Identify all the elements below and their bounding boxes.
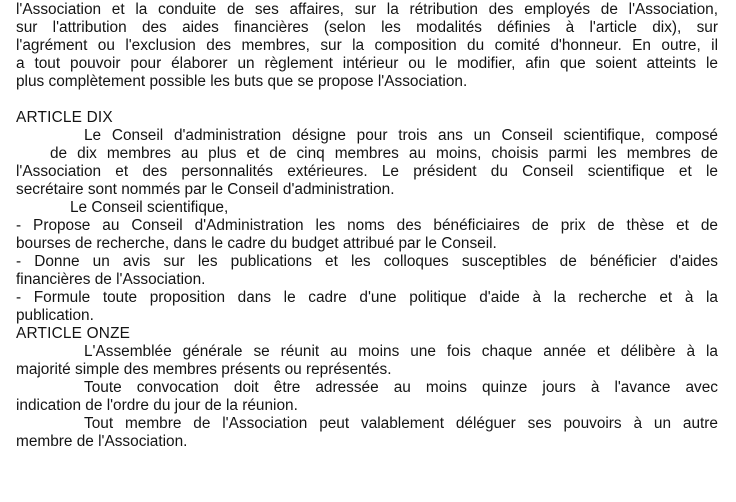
text-line: L'Assemblée générale se réunit au moins une fois chaque année et délibère à la [84,343,718,360]
text-line: indication de l'ordre du jour de la réunion. [16,397,298,414]
list-item-line: - Propose au Conseil d'Administration les noms des bénéficiaires de prix de thèse et de [16,217,718,234]
text-line: majorité simple des membres présents ou représentés. [16,361,392,378]
article-heading: ARTICLE DIX [16,109,113,126]
text-line: plus complètement possible les buts que se propose l'Association. [16,73,468,90]
list-item-line: - Formule toute proposition dans le cadre d'une politique d'aide à la recherche et à la [16,289,718,306]
text-line: Toute convocation doit être adressée au moins quinze jours à l'avance avec [84,379,718,396]
list-item-line: bourses de recherche, dans le cadre du budget attribué par le Conseil. [16,235,497,252]
list-item-line: publication. [16,307,94,324]
text-line: secrétaire sont nommés par le Conseil d'administration. [16,181,395,198]
text-line: l'Association et des personnalités extérieures. Le président du Conseil scientifique et le [16,163,718,180]
list-item-line: financières de l'Association. [16,271,206,288]
text-line: Tout membre de l'Association peut valablement déléguer ses pouvoirs à un autre [84,415,718,432]
text-line: l'Association et la conduite de ses affaires, sur la rétribution des employés de l'Association, [16,1,718,18]
text-line: de dix membres au plus et de cinq membres au moins, choisis parmi les membres de [50,145,718,162]
text-line: membre de l'Association. [16,433,188,450]
article-heading: ARTICLE ONZE [16,325,131,342]
text-line: a tout pouvoir pour élaborer un règlement intérieur ou le modifier, afin que soient atteints le [16,55,718,72]
text-line: l'agrément ou l'exclusion des membres, sur la composition du comité d'honneur. En outre, il [16,37,718,54]
text-line: Le Conseil d'administration désigne pour trois ans un Conseil scientifique, composé [84,127,718,144]
text-line: Le Conseil scientifique, [70,199,229,216]
text-line: sur l'attribution des aides financières (selon les modalités définies à l'article dix), sur [16,19,718,36]
list-item-line: - Donne un avis sur les publications et les colloques susceptibles de bénéficier d'aides [16,253,718,270]
